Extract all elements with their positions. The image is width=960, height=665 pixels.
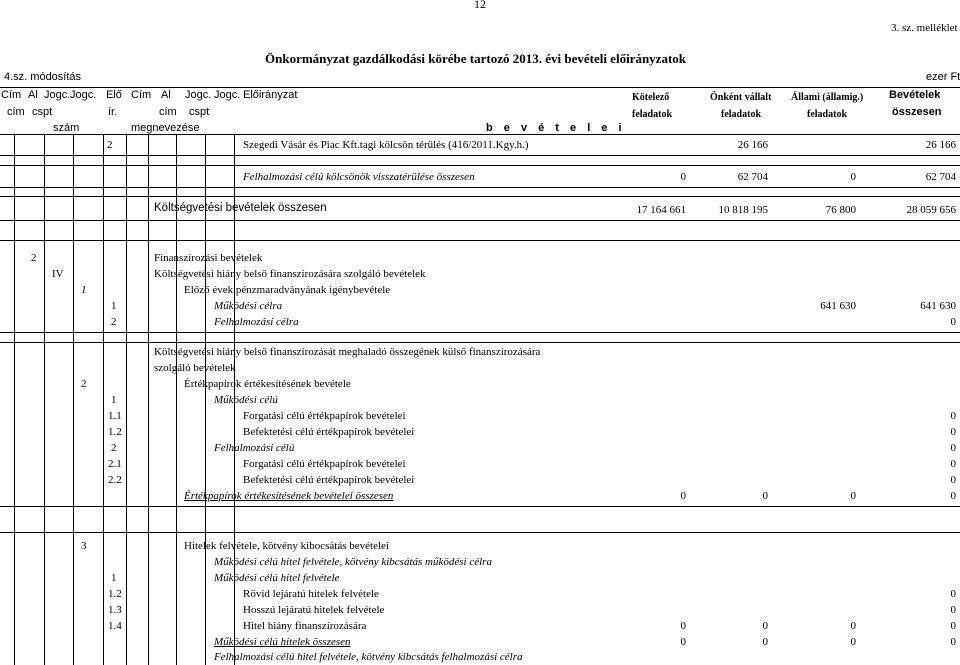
row-label: Finanszírozási bevételek: [154, 252, 263, 264]
row-separator: [0, 332, 960, 333]
row-total-value: 0: [950, 474, 956, 486]
row-num: 2: [107, 139, 113, 151]
header-cim2: Cím: [131, 89, 152, 101]
row-total-value: 0: [950, 410, 956, 422]
row-label: Rövid lejáratú hitelek felvétele: [243, 588, 379, 600]
row-label: Hitelek felvétele, kötvény kibocsátás bevételei: [184, 540, 389, 552]
row-allami-value: 641 630: [820, 300, 856, 312]
header-allami: Állami (államig.): [791, 92, 864, 103]
header-al: Al: [28, 89, 38, 101]
row-num: 2: [81, 378, 87, 390]
row-label: Hitel hiány finanszírozására: [243, 620, 367, 632]
row-separator: [0, 187, 960, 188]
row-kot-value: 17 164 661: [636, 204, 686, 216]
row-label: Értékpapírok értékesítésének bevétele: [184, 378, 351, 390]
row-num: 2: [111, 316, 117, 328]
row-allami-value: 0: [850, 490, 856, 502]
row-label: Előző évek pénzmaradványának igénybevétele: [184, 284, 391, 296]
header-osszesen: összesen: [892, 106, 942, 118]
header-megnevezese: megnevezése: [131, 122, 200, 134]
row-separator: [0, 532, 960, 533]
header-jogc1: Jogc.: [44, 89, 71, 101]
header-elo: Elő: [106, 89, 122, 101]
row-label: Működési célú hitel felvétele, kötvény kibcsátás működési célra: [214, 556, 492, 568]
header-r2-cspt: cspt: [32, 106, 53, 118]
grid-line: [44, 134, 45, 665]
row-total-value: 0: [950, 316, 956, 328]
row-label: Működési célú: [214, 394, 278, 406]
row-total-value: 0: [950, 620, 956, 632]
row-separator: [0, 506, 960, 507]
row-label: Szegedi Vásár és Piac Kft.tagi kölcsön térülés (416/2011.Kgy.h.): [243, 139, 529, 151]
row-label: Forgatási célú értékpapírok bevételei: [243, 458, 406, 470]
row-num: 1.1: [108, 410, 122, 422]
row-label: Értékpapírok értékesítésének bevételei összesen: [184, 490, 394, 502]
grid-line: [126, 134, 127, 665]
row-label: Működési célra: [214, 300, 283, 312]
header-jogc3: Jogc.: [185, 89, 212, 101]
row-allami-value: 0: [850, 620, 856, 632]
row-total-value: 0: [950, 490, 956, 502]
row-num: 1: [81, 284, 87, 296]
row-total-value: 0: [950, 442, 956, 454]
row-label: Befektetési célú értékpapírok bevételei: [243, 474, 415, 486]
row-num: 1: [111, 300, 117, 312]
row-label: szolgáló bevételek: [154, 362, 236, 374]
row-separator: [0, 196, 960, 197]
row-total-value: 641 630: [920, 300, 956, 312]
row-separator: [0, 155, 960, 156]
header-eloiranyzat: Előirányzat: [243, 89, 298, 101]
row-label: Felhalmozási célra: [214, 316, 299, 328]
row-num: 3: [81, 540, 87, 552]
row-num: 1.3: [108, 604, 122, 616]
row-onkent-value: 0: [762, 490, 768, 502]
row-onkent-value: 0: [762, 636, 768, 648]
row-label: Felhalmozási célú: [214, 442, 295, 454]
row-allami-value: 0: [850, 636, 856, 648]
grid-line: [73, 134, 74, 665]
row-total-value: 0: [950, 636, 956, 648]
row-total-value: 26 166: [925, 139, 956, 151]
row-num: 2.2: [108, 474, 122, 486]
header-r2-cspt2: cspt: [189, 106, 210, 118]
page-title: Önkormányzat gazdálkodási körébe tartozó 2013. évi bevételi előirányzatok: [265, 51, 687, 66]
row-label: Működési célú hitel felvétele: [214, 572, 340, 584]
row-num: 2: [111, 442, 117, 454]
grid-line: [148, 134, 149, 665]
header-r2-cim: cím: [7, 106, 25, 118]
header-r2-cim2: cím: [159, 106, 177, 118]
row-separator: [0, 342, 960, 343]
header-jogc2: Jogc.: [70, 89, 97, 101]
row-onkent-value: 26 166: [737, 139, 768, 151]
row-kot-value: 0: [680, 636, 686, 648]
grid-line: [14, 134, 15, 665]
annex-label: 3. sz. melléklet: [891, 22, 958, 34]
row-separator: [0, 220, 960, 221]
row-num: 1.2: [108, 426, 122, 438]
row-onkent-value: 0: [762, 620, 768, 632]
row-total-value: 0: [950, 604, 956, 616]
header-al2: Al: [161, 89, 171, 101]
row-onkent-value: 10 818 195: [718, 204, 768, 216]
header-szam: szám: [53, 122, 80, 134]
row-num: 1.2: [108, 588, 122, 600]
row-label: Költségvetési hiány belső finanszírozására szolgáló bevételek: [154, 268, 426, 280]
row-total-value: 62 704: [925, 171, 956, 183]
row-kot-value: 0: [680, 620, 686, 632]
header-jogc4: Jogc.: [214, 89, 241, 101]
header-r2-ir: ír.: [108, 106, 118, 118]
header-top-line: [0, 87, 960, 88]
row-kot-value: 0: [680, 171, 686, 183]
row-label: Felhalmozási célú kölcsönök visszatérülése összesen: [243, 171, 475, 183]
header-feladatok-2: feladatok: [721, 109, 761, 120]
grid-line: [103, 134, 104, 665]
row-allami-value: 76 800: [825, 204, 856, 216]
row-num: 2: [31, 252, 37, 264]
unit-label: ezer Ft: [926, 71, 960, 83]
row-num: IV: [52, 268, 64, 280]
row-label: Költségvetési bevételek összesen: [154, 202, 327, 214]
row-total-value: 28 059 656: [906, 204, 956, 216]
header-feladatok-1: feladatok: [632, 109, 672, 120]
row-total-value: 0: [950, 588, 956, 600]
row-label: Forgatási célú értékpapírok bevételei: [243, 410, 406, 422]
row-total-value: 0: [950, 458, 956, 470]
row-label: Működési célú hitelek összesen: [214, 636, 351, 648]
row-separator: [0, 165, 960, 166]
row-allami-value: 0: [850, 171, 856, 183]
row-separator: [0, 240, 960, 241]
header-kotelezo: Kötelező: [632, 92, 670, 103]
row-label: Költségvetési hiány belső finanszírozását meghaladó összegének külső finanszírozására: [154, 346, 541, 358]
header-bevetelei: b e v é t e l e i: [486, 122, 626, 134]
row-label: Befektetési célú értékpapírok bevételei: [243, 426, 415, 438]
row-label: Felhalmozási célú hitel felvétele, kötvény kibcsátás felhalmozási célra: [214, 651, 523, 663]
row-num: 1: [111, 394, 117, 406]
row-num: 2.1: [108, 458, 122, 470]
row-onkent-value: 62 704: [737, 171, 768, 183]
row-label: Hosszú lejáratú hitelek felvétele: [243, 604, 385, 616]
header-cim: Cím: [1, 89, 22, 101]
row-num: 1.4: [108, 620, 122, 632]
page-number: 12: [474, 0, 486, 11]
header-bevetelek: Bevételek: [889, 89, 941, 101]
row-kot-value: 0: [680, 490, 686, 502]
header-feladatok-3: feladatok: [807, 109, 847, 120]
header-onkent: Önként vállalt: [710, 92, 772, 103]
modification-label: 4.sz. módosítás: [4, 71, 82, 83]
row-num: 1: [111, 572, 117, 584]
row-total-value: 0: [950, 426, 956, 438]
